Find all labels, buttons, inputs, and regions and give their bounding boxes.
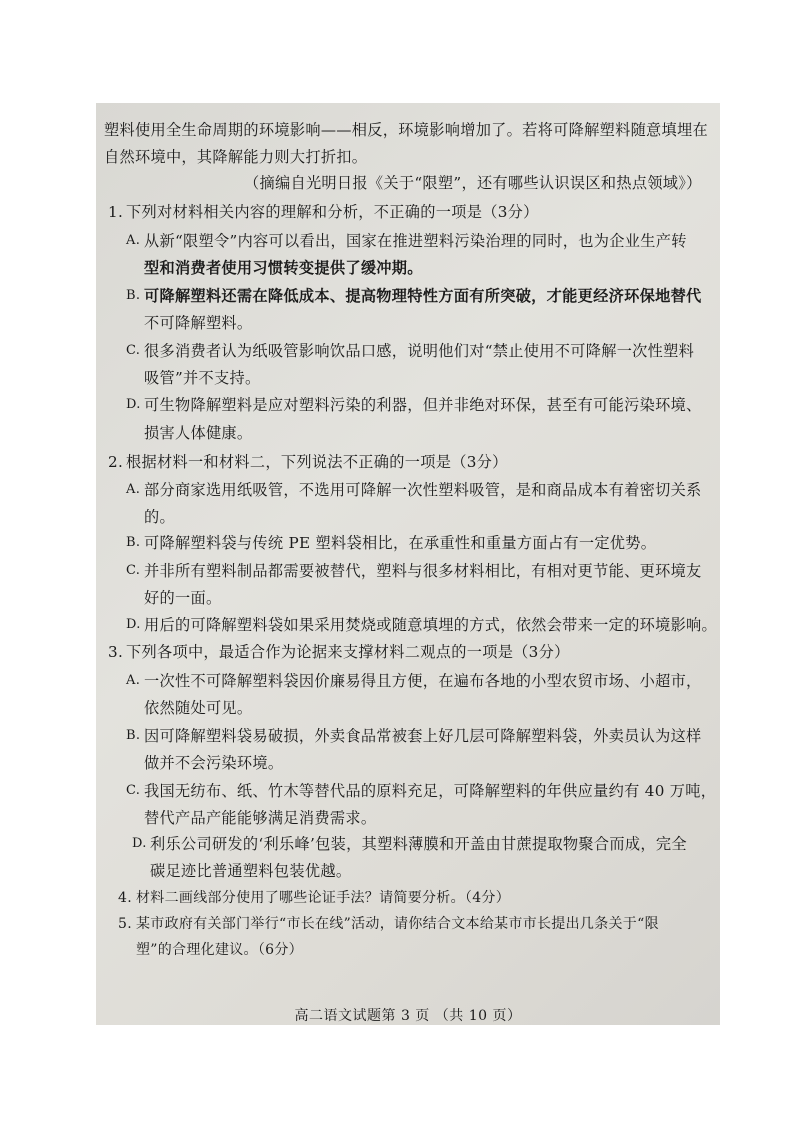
passage-source: （摘编自光明日报《关于“限塑”，还有哪些认识误区和热点领域》） — [244, 174, 702, 192]
option-letter: D. — [132, 836, 147, 851]
question-stem: 下列各项中，最适合作为论据来支撑材料二观点的一项是（3分） — [126, 643, 570, 661]
q1-option-a-cont: 型和消费者使用习惯转变提供了缓冲期。 — [144, 259, 423, 277]
q3-option-b-cont: 做并不会污染环境。 — [144, 754, 284, 772]
question-stem: 某市政府有关部门举行“市长在线”活动，请你结合文本给某市市长提出几条关于“限 — [136, 916, 659, 932]
q3-option-c-cont: 替代产品产能能够满足消费需求。 — [144, 809, 377, 827]
question-stem: 根据材料一和材料二，下列说法不正确的一项是（3分） — [126, 453, 508, 471]
option-letter: B. — [126, 535, 141, 550]
exam-page — [96, 103, 720, 1025]
option-letter: A. — [126, 673, 141, 688]
option-text-line: 从新“限塑令”内容可以看出，国家在推进塑料污染治理的同时，也为企业生产转 — [144, 232, 687, 250]
option-letter: C. — [126, 563, 141, 578]
option-letter: C. — [126, 343, 141, 358]
question-number: 1. — [108, 203, 124, 221]
page-footer: 高二语文试题第 3 页 （共 10 页） — [294, 1008, 522, 1024]
option-text-line: 并非所有塑料制品都需要被替代，塑料与很多材料相比，有相对更节能、更环境友 — [144, 562, 702, 580]
question-number: 5. — [118, 916, 132, 932]
option-text-line: 可降解塑料袋与传统 PE 塑料袋相比，在承重性和重量方面占有一定优势。 — [144, 534, 657, 552]
question-stem: 材料二画线部分使用了哪些论证手法？请简要分析。（4分） — [136, 890, 511, 906]
option-text-line: 一次性不可降解塑料袋因价廉易得且方便，在遍布各地的小型农贸市场、小超市， — [144, 672, 702, 690]
option-text-line: 很多消费者认为纸吸管影响饮品口感，说明他们对“禁止使用不可降解一次性塑料 — [144, 342, 695, 360]
question-stem: 下列对材料相关内容的理解和分析，不正确的一项是（3分） — [126, 203, 539, 221]
option-letter: A. — [126, 482, 141, 497]
option-text-line: 可生物降解塑料是应对塑料污染的利器，但并非绝对环保，甚至有可能污染环境、 — [144, 396, 702, 414]
question-number: 3. — [108, 643, 124, 661]
option-letter: B. — [126, 728, 141, 743]
option-text-line: 我国无纺布、纸、竹木等替代品的原料充足，可降解塑料的年供应量约有 40 万吨， — [144, 782, 717, 800]
option-text-line: 因可降解塑料袋易破损，外卖食品常被套上好几层可降解塑料袋，外卖员认为这样 — [144, 727, 702, 745]
option-letter: A. — [126, 233, 141, 248]
question-5-cont: 塑”的合理化建议。（6分） — [136, 942, 303, 958]
option-text-line: 可降解塑料还需在降低成本、提高物理特性方面有所突破，才能更经济环保地替代 — [144, 287, 702, 305]
option-letter: B. — [126, 288, 141, 303]
option-letter: D. — [126, 397, 141, 412]
option-letter: D. — [126, 617, 141, 632]
q1-option-d-cont: 损害人体健康。 — [144, 424, 253, 442]
passage-line-2: 自然环境中，其降解能力则大打折扣。 — [104, 148, 368, 166]
q3-option-d-cont: 碳足迹比普通塑料包装优越。 — [150, 862, 352, 880]
q1-option-b-cont: 不可降解塑料。 — [144, 314, 253, 332]
option-text-line: 用后的可降解塑料袋如果采用焚烧或随意填埋的方式，依然会带来一定的环境影响。 — [144, 616, 718, 634]
q2-option-c-cont: 好的一面。 — [144, 589, 222, 607]
question-number: 2. — [108, 453, 124, 471]
question-number: 4. — [118, 890, 132, 906]
option-text-line: 利乐公司研发的‘利乐峰’包装，其塑料薄膜和开盖由甘蔗提取物聚合而成，完全 — [150, 835, 687, 853]
passage-line-1: 塑料使用全生命周期的环境影响——相反，环境影响增加了。若将可降解塑料随意填埋在 — [104, 121, 709, 139]
q1-option-c-cont: 吸管”并不支持。 — [144, 369, 261, 387]
q2-option-a-cont: 的。 — [144, 508, 175, 526]
q3-option-a-cont: 依然随处可见。 — [144, 699, 253, 717]
bleed-through-text — [396, 151, 410, 171]
option-text-line: 部分商家选用纸吸管，不选用可降解一次性塑料吸管，是和商品成本有着密切关系 — [144, 481, 702, 499]
option-letter: C. — [126, 783, 141, 798]
